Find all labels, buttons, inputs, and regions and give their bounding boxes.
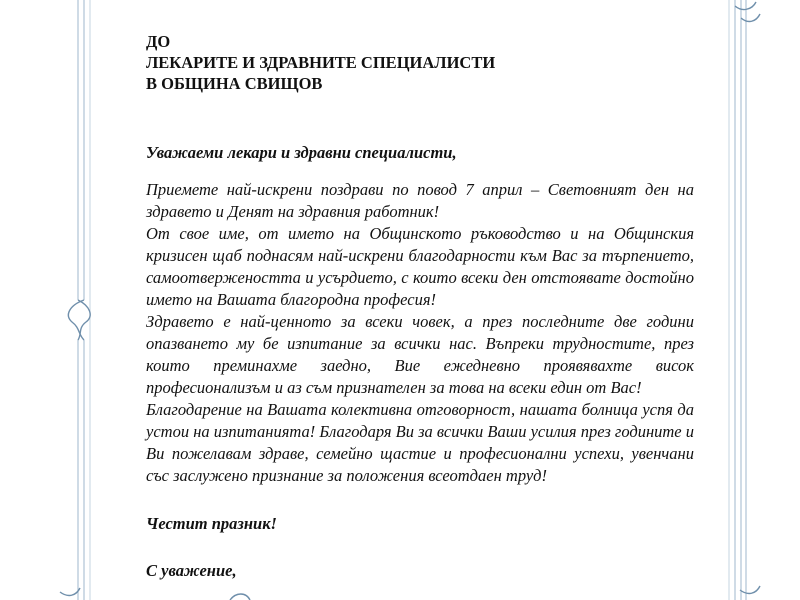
- closing-line: Честит празник!: [146, 514, 277, 533]
- paragraph-1: Приемете най-искрени поздрави по повод 7 април – Световният ден на здравето и Денят на здравния работник!: [146, 180, 694, 221]
- letter-paragraphs: [146, 179, 694, 487]
- recipient-block: [146, 31, 694, 94]
- recipient-line-3: В ОБЩИНА СВИЩОВ: [146, 74, 323, 93]
- paragraph-4: Благодарение на Вашата колективна отговорност, нашата болница успя да устои на изпитанията! Благодаря Ви за всички Ваши усилия през годините и Ви пожелавам здраве, семейно щастие и професионални успехи, увенчани със заслужено признание за положения всеотдаен труд!: [146, 400, 694, 485]
- recipient-line-2: ЛЕКАРИТЕ И ЗДРАВНИТЕ СПЕЦИАЛИСТИ: [146, 53, 496, 72]
- letter-body: [146, 31, 694, 581]
- paragraph-2: От свое име, от името на Общинското ръководство и на Общинския кризисен щаб поднасям най-искрени благодарности към Вас за търпението, самоотвержеността и усърдието, с които всеки ден отстоявате достойно името на Вашата благородна професия!: [146, 224, 694, 309]
- signoff-line: С уважение,: [146, 561, 237, 580]
- greeting: Уважаеми лекари и здравни специалисти,: [146, 143, 457, 162]
- recipient-line-1: ДО: [146, 32, 171, 51]
- paragraph-3: Здравето е най-ценното за всеки човек, а през последните две години опазването му бе изпитание за всички нас. Въпреки трудностите, през които преминахме заедно, Вие ежедневно проявявахте висок професионализъм и аз съм признателен за това на всеки един от Вас!: [146, 312, 694, 397]
